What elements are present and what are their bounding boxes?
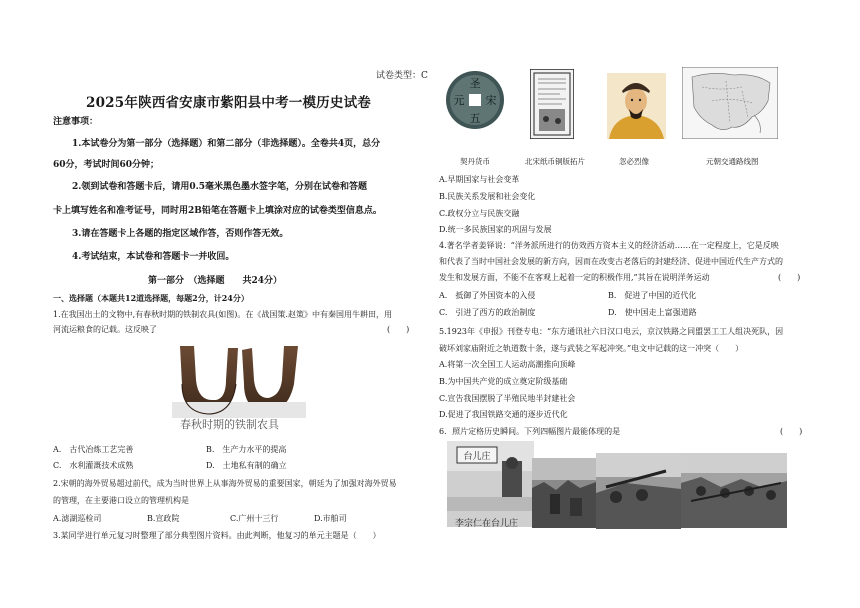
- q2-option-b: B.宣政院: [147, 514, 180, 523]
- q4-option-c: C. 引进了西方的政治制度: [439, 308, 536, 317]
- page-title: 2025年陕西省安康市紫阳县中考一模历史试卷: [86, 95, 371, 111]
- q5-option-c: C.宣告我国摆脱了半殖民地半封建社会: [439, 394, 576, 403]
- note-line: 1.本试卷分为第一部分（选择题）和第二部分（非选择题）。全卷共4页，总分: [72, 139, 381, 149]
- q3-option-a: A.早期国家与社会变革: [439, 175, 520, 184]
- q1-option-c: C. 水利灌溉技术成熟: [53, 461, 134, 470]
- paper-type: 试卷类型：C: [376, 71, 428, 81]
- coin-char: 五: [469, 112, 481, 125]
- q3-option-c: C.政权分立与民族交融: [439, 209, 520, 218]
- sign-text: 台儿庄: [463, 452, 491, 462]
- q1-stem-cont: 河流运粮食的记载。这反映了: [53, 325, 157, 334]
- coin-char: 元: [453, 94, 465, 107]
- image-caption: 契丹货币: [460, 157, 490, 166]
- q5-option-b: B.为中国共产党的成立奠定阶级基础: [439, 377, 568, 386]
- q5-stem-cont: 破坏刘家庙附近之轨道数十条，遂与武装之军起冲突。”电文中记载的这一冲突（ ）: [439, 344, 744, 353]
- q2-option-a: A.滤湖巡检司: [53, 514, 102, 523]
- q6-photo-caption: 李宗仁在台儿庄: [455, 519, 519, 529]
- note-line: 4.考试结束，本试卷和答题卡一并收回。: [72, 252, 235, 262]
- battle-photo-2: [532, 458, 596, 528]
- q6-answer-paren: ( ): [780, 427, 803, 436]
- note-line: 3.请在答题卡上各题的指定区域作答，否则作答无效。: [72, 229, 289, 239]
- song-paper-money-image: [530, 69, 574, 139]
- q2-option-c: C.广州十三行: [230, 514, 279, 523]
- li-zongren-photo: [447, 441, 534, 527]
- q1-option-a: A. 古代冶炼工艺完善: [53, 445, 134, 454]
- battle-photo-4: [681, 453, 787, 528]
- note-line: 卡上填写姓名和准考证号，同时用2B铅笔在答题卡上填涂对应的试卷类型信息点。: [53, 206, 382, 216]
- coin-char: 圣: [469, 77, 481, 90]
- iron-tools-image: [172, 340, 306, 418]
- q1-stem: 1.在我国出土的文物中,有春秋时期的铁制农具(如图)。在《战国策.赵策》中有秦国用牛耕田，用: [53, 310, 392, 319]
- coin-char: 宋: [485, 94, 497, 107]
- q4-option-a: A. 抵御了外国资本的入侵: [439, 291, 536, 300]
- yuan-routes-map: [682, 67, 778, 139]
- q5-stem: 5.1923年《申报》刊登专电：“东方通讯社六日汉口电云，京汉铁路之同盟罢工工人组决死队，因: [439, 327, 784, 336]
- q4-option-d: D. 使中国走上富强道路: [608, 308, 697, 317]
- q4-option-b: B. 促进了中国的近代化: [608, 291, 697, 300]
- q1-option-d: D. 土地私有制的确立: [206, 461, 287, 470]
- note-line: 2.领到试卷和答题卡后，请用0.5毫米黑色墨水签字笔，分别在试卷和答题: [72, 182, 368, 192]
- image-caption: 元朝交通路线图: [706, 157, 759, 166]
- q1-image-caption: 春秋时期的铁制农具: [180, 418, 279, 431]
- q5-option-a: A.将第一次全国工人运动高潮推向顶峰: [439, 360, 576, 369]
- image-caption: 北宋纸币铜版拓片: [525, 157, 585, 166]
- notes-heading: 注意事项：: [53, 117, 99, 127]
- q3-stem: 3.某同学进行单元复习时整理了部分典型图片资料。由此判断，他复习的单元主题是（ ）: [53, 531, 381, 540]
- q2-stem: 2.宋朝的海外贸易超过前代，成为当时世界上从事海外贸易的重要国家，朝廷为了加强对海外贸易: [53, 479, 397, 488]
- kublai-khan-portrait: [607, 73, 666, 139]
- q5-option-d: D.促进了我国铁路交通的逐步近代化: [439, 410, 568, 419]
- q4-answer-paren: ( ): [778, 273, 801, 282]
- q3-option-b: B.民族关系发展和社会变化: [439, 192, 536, 201]
- q3-option-d: D.统一多民族国家的巩固与发展: [439, 225, 552, 234]
- q1-option-b: B. 生产力水平的提高: [206, 445, 287, 454]
- q4-stem-cont: 发生和发展方面，不能不在客观上起着一定的积极作用,”其旨在说明洋务运动: [439, 273, 710, 282]
- q4-stem-cont: 和代表了当时中国社会发展的新方向，因而在改变古老落后的封建经济、促进中国近代生产方式的: [439, 257, 783, 266]
- note-line: 60分，考试时间60分钟；: [53, 160, 160, 170]
- khitan-coin-image: [445, 70, 505, 130]
- q6-stem: 6．照片定格历史瞬间。下列四幅图片最能体现的是: [439, 427, 621, 436]
- battle-photo-3: [596, 453, 681, 529]
- q2-stem-cont: 的管理，在主要港口设立的管理机构是: [53, 496, 189, 505]
- section-heading: 一、选择题（本题共12道选择题，每题2分，计24分）: [53, 293, 249, 303]
- image-caption: 忽必烈像: [619, 157, 649, 166]
- q1-answer-paren: ( ): [387, 325, 410, 334]
- q4-stem: 4.著名学者姜铎说：“洋务派所进行的仿效西方资本主义的经济活动……在一定程度上，它是反映: [439, 241, 779, 250]
- q2-option-d: D.市舶司: [314, 514, 347, 523]
- part1-heading: 第一部分 （选择题 共24分）: [148, 276, 283, 286]
